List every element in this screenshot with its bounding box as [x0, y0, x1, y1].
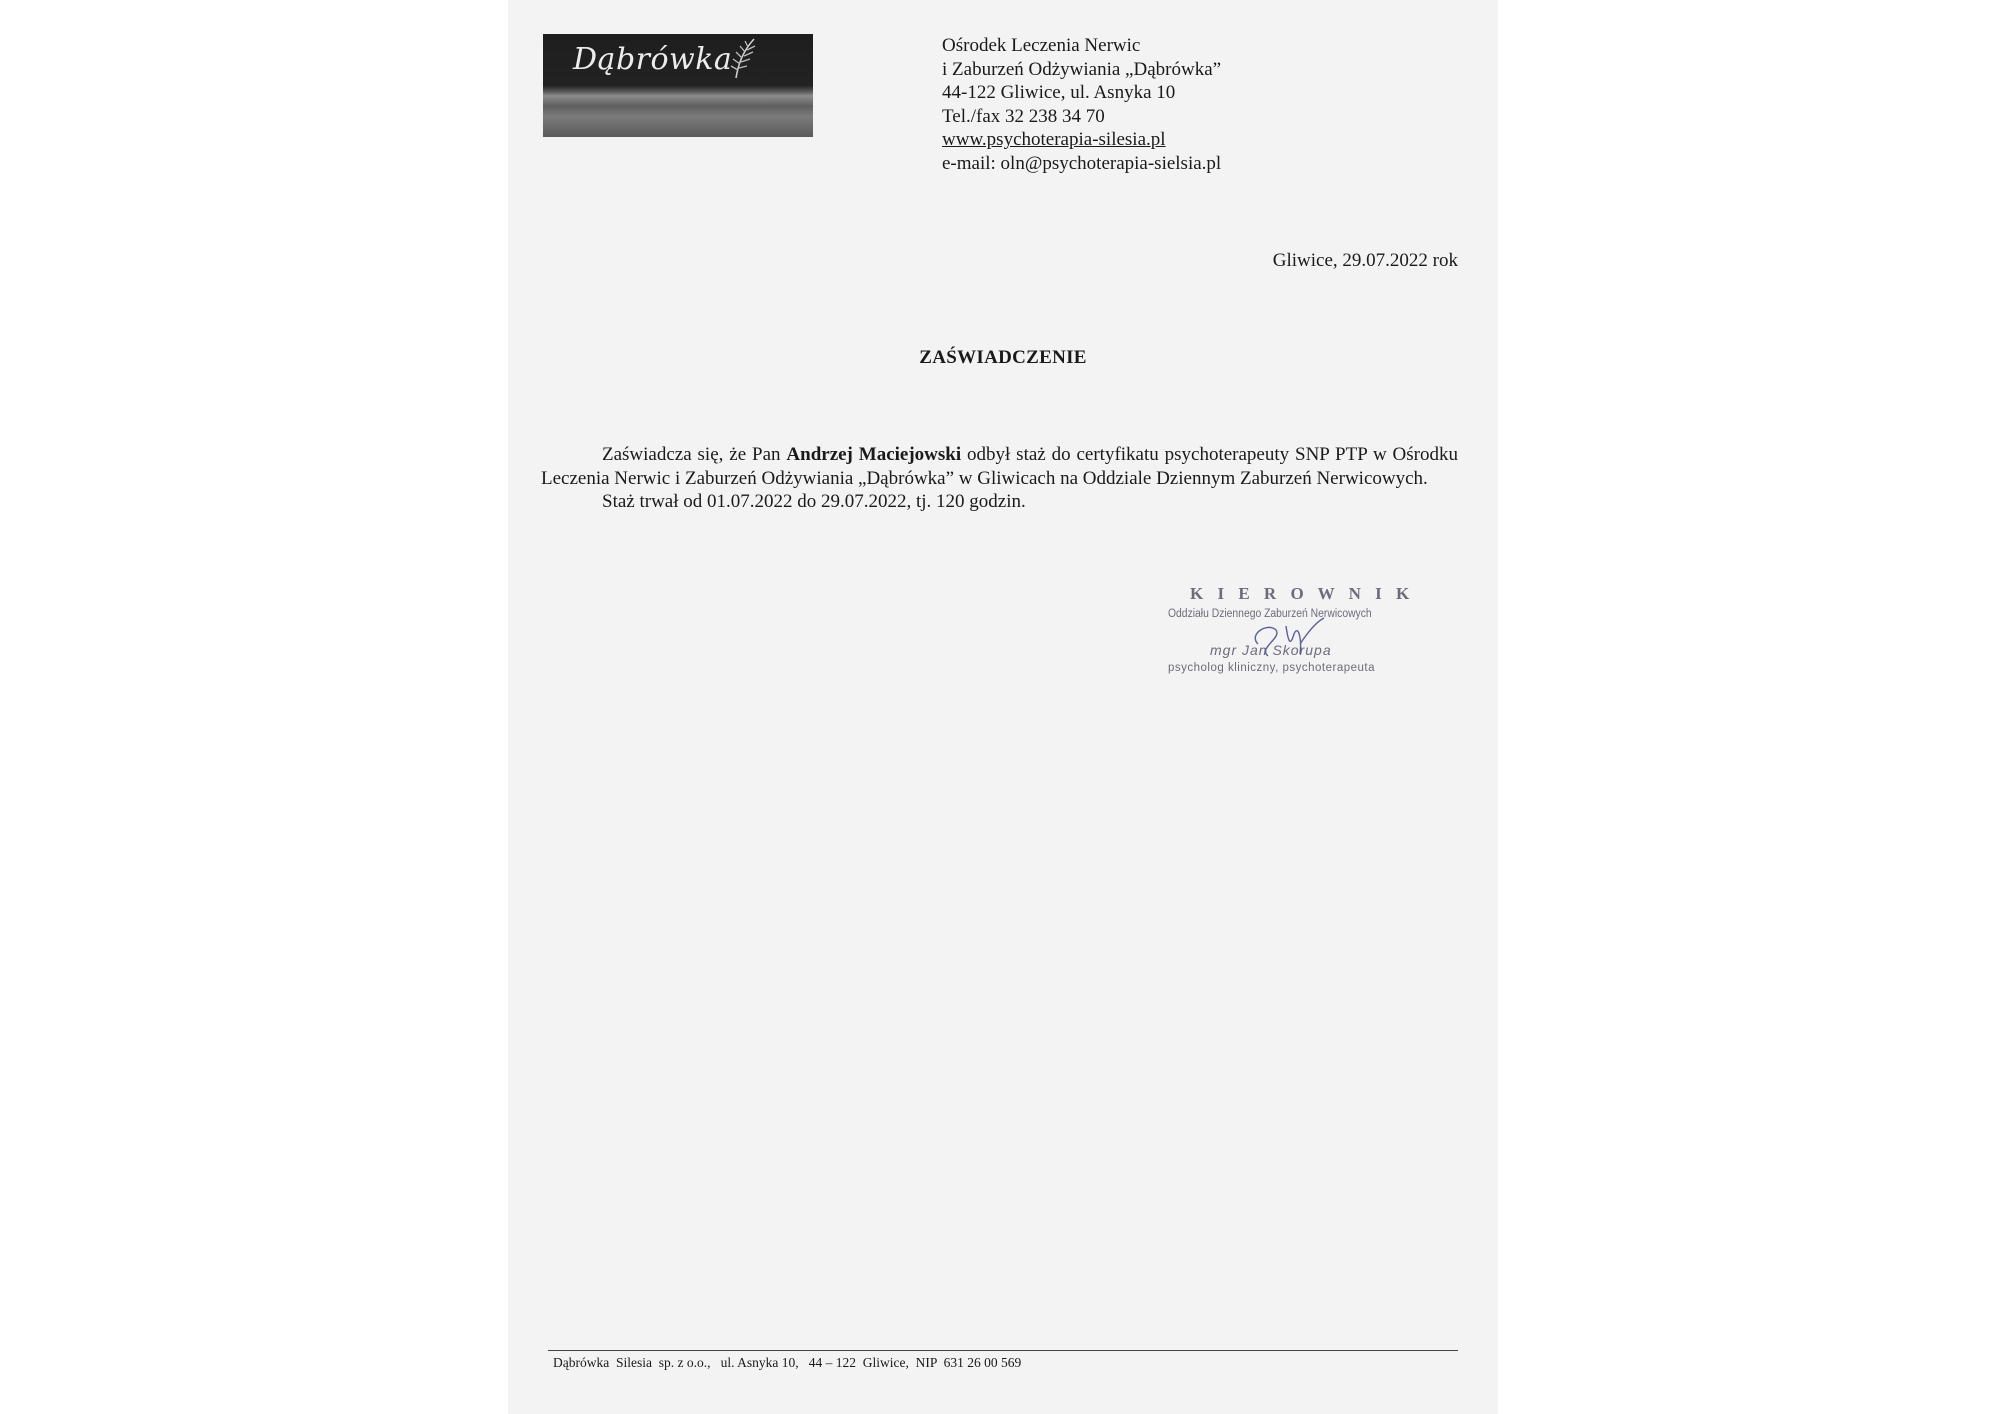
- document-date: Gliwice, 29.07.2022 rok: [1272, 250, 1458, 271]
- certificate-body: [541, 443, 1458, 514]
- stamp-name: mgr Jan Skorupa: [1210, 642, 1332, 658]
- org-email: e-mail: oln@psychoterapia-sielsia.pl: [942, 152, 1222, 174]
- org-address: 44-122 Gliwice, ul. Asnyka 10: [942, 82, 1176, 103]
- org-name-line-1: Ośrodek Leczenia Nerwic: [942, 35, 1141, 56]
- certificate-intro: Zaświadcza się, że Pan: [602, 444, 787, 465]
- document-title: ZAŚWIADCZENIE: [919, 347, 1087, 368]
- organization-header: [942, 34, 1221, 175]
- official-stamp: [1168, 584, 1428, 684]
- org-phone: Tel./fax 32 238 34 70: [942, 105, 1105, 127]
- person-name: Andrzej Maciejowski: [786, 444, 962, 465]
- stamp-title: K I E R O W N I K: [1190, 584, 1415, 603]
- logo-text: Dąbrówka: [573, 42, 733, 77]
- signature: [1228, 604, 1348, 674]
- certificate-details: odbył staż do certyfikatu psychoterapeuty SNP PTP w Ośrodku Leczenia Nerwic i Zaburzeń Odżywiania „Dąbrówka” w Gliwicach na Oddziale Dziennym Zaburzeń Nerwicowych.: [541, 444, 1459, 489]
- stamp-department: Oddziału Dziennego Zaburzeń Nerwicowych: [1168, 608, 1372, 620]
- document-page: [508, 0, 1498, 1414]
- org-name-line-2: i Zaburzeń Odżywiania „Dąbrówka”: [942, 58, 1222, 80]
- feather-icon: [728, 36, 758, 80]
- logo: [543, 34, 813, 137]
- stamp-position: psycholog kliniczny, psychoterapeuta: [1168, 662, 1376, 674]
- internship-duration: Staż trwał od 01.07.2022 do 29.07.2022, tj. 120 godzin.: [602, 491, 1026, 512]
- footer-company-info: Dąbrówka Silesia sp. z o.o., ul. Asnyka 10, 44 – 122 Gliwice, NIP 631 26 00 569: [553, 1355, 1022, 1370]
- certificate-paragraph: [541, 443, 1458, 490]
- footer-divider: [548, 1350, 1458, 1351]
- org-website-link: www.psychoterapia-silesia.pl: [942, 129, 1166, 150]
